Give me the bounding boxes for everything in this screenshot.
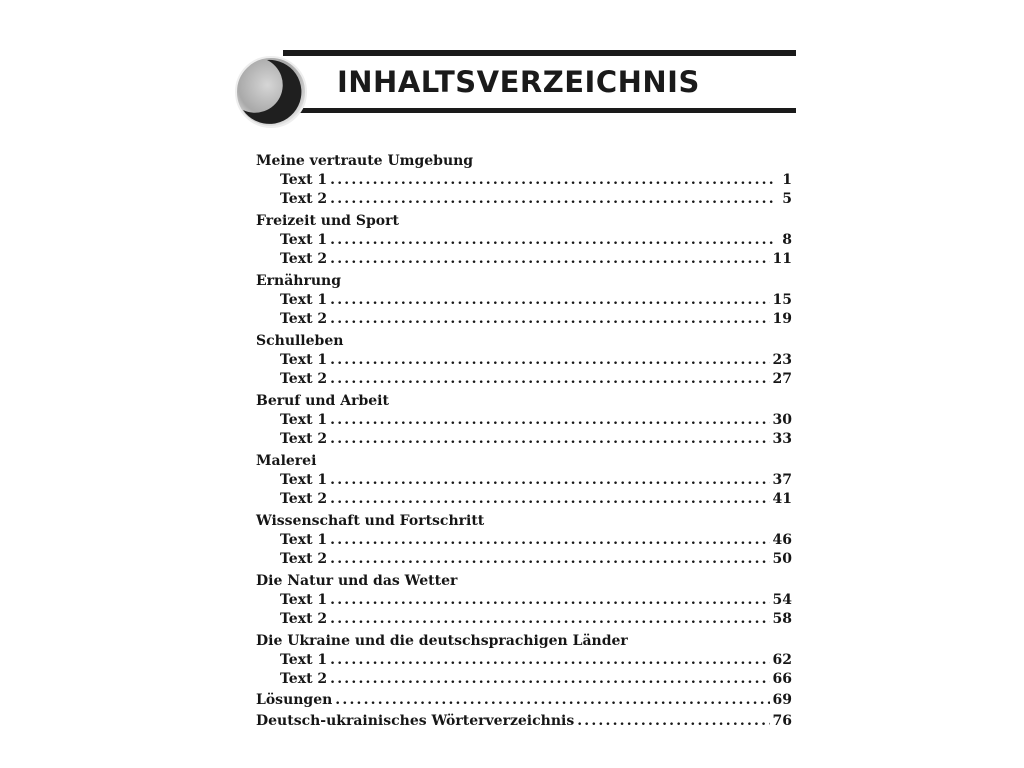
- entry-label: Text 2: [280, 371, 328, 387]
- page-number: 15: [772, 292, 792, 308]
- toc-entry: [256, 670, 792, 689]
- page-number: 50: [772, 551, 792, 567]
- dot-leader: [330, 651, 769, 670]
- entry-label: Text 2: [280, 551, 328, 567]
- page-number: 27: [772, 371, 792, 387]
- entry-label: Text 2: [280, 611, 328, 627]
- page-number: 46: [772, 532, 792, 548]
- dot-leader: [330, 591, 769, 610]
- page-number: 76: [772, 713, 792, 729]
- dot-leader: [330, 531, 769, 550]
- toc-entry: [256, 231, 792, 250]
- dot-leader: [330, 190, 775, 209]
- toc-entry: [256, 550, 792, 569]
- page-number: 62: [772, 652, 792, 668]
- toc-top-entry: [256, 691, 792, 710]
- page-number: 11: [772, 251, 792, 267]
- toc-entry: [256, 430, 792, 449]
- section-title: Die Ukraine und die deutschsprachigen Länder: [256, 633, 628, 649]
- entry-label: Text 1: [280, 412, 328, 428]
- dot-leader: [330, 670, 769, 689]
- toc-entry: [256, 351, 792, 370]
- page-number: 5: [782, 191, 792, 207]
- page-number: 69: [772, 692, 792, 708]
- dot-leader: [330, 250, 769, 269]
- section-title: Malerei: [256, 453, 317, 469]
- toc-entry: [256, 490, 792, 509]
- toc-entry: [256, 291, 792, 310]
- dot-leader: [577, 712, 769, 731]
- toc-header: [233, 50, 796, 130]
- page-number: 23: [772, 352, 792, 368]
- dot-leader: [330, 291, 769, 310]
- entry-label: Text 2: [280, 251, 328, 267]
- entry-label: Text 2: [280, 191, 328, 207]
- entry-label: Text 1: [280, 472, 328, 488]
- section-title: Beruf und Arbeit: [256, 393, 389, 409]
- page-number: 1: [782, 172, 792, 188]
- toc-entry: [256, 531, 792, 550]
- dot-leader: [335, 691, 769, 710]
- toc-top-entry: [256, 712, 792, 731]
- entry-label: Text 1: [280, 232, 328, 248]
- section-title: Wissenschaft und Fortschritt: [256, 513, 485, 529]
- crescent-emblem-icon: [233, 52, 315, 132]
- dot-leader: [330, 610, 769, 629]
- toc-entry: [256, 190, 792, 209]
- section-title: Freizeit und Sport: [256, 213, 399, 229]
- toc-entry: [256, 250, 792, 269]
- dot-leader: [330, 411, 769, 430]
- page-number: 58: [772, 611, 792, 627]
- dot-leader: [330, 231, 775, 250]
- dot-leader: [330, 550, 769, 569]
- section-title: Meine vertraute Umgebung: [256, 153, 474, 169]
- section-title: Ernährung: [256, 273, 341, 289]
- toc-entry: [256, 310, 792, 329]
- entry-label: Text 1: [280, 652, 328, 668]
- toc-entry: [256, 471, 792, 490]
- dot-leader: [330, 471, 769, 490]
- entry-label: Text 2: [280, 671, 328, 687]
- section-title: Die Natur und das Wetter: [256, 573, 458, 589]
- page-number: 8: [782, 232, 792, 248]
- entry-label: Text 2: [280, 431, 328, 447]
- section-title: Schulleben: [256, 333, 344, 349]
- page-number: 66: [772, 671, 792, 687]
- entry-label: Text 2: [280, 491, 328, 507]
- table-of-contents: [256, 151, 792, 731]
- toc-entry: [256, 651, 792, 670]
- page-number: 41: [772, 491, 792, 507]
- header-top-rule: [283, 50, 796, 56]
- dot-leader: [330, 430, 769, 449]
- page-number: 19: [772, 311, 792, 327]
- toc-entry: [256, 591, 792, 610]
- entry-label: Text 1: [280, 352, 328, 368]
- toc-entry: [256, 171, 792, 190]
- toc-entry: [256, 610, 792, 629]
- page-number: 37: [772, 472, 792, 488]
- entry-label: Deutsch-ukrainisches Wörterverzeichnis: [256, 713, 575, 729]
- entry-label: Text 1: [280, 592, 328, 608]
- entry-label: Text 1: [280, 172, 328, 188]
- toc-entry: [256, 370, 792, 389]
- header-bottom-rule: [283, 108, 796, 113]
- page-number: 30: [772, 412, 792, 428]
- dot-leader: [330, 490, 769, 509]
- dot-leader: [330, 351, 769, 370]
- entry-label: Text 1: [280, 532, 328, 548]
- entry-label: Text 1: [280, 292, 328, 308]
- entry-label: Text 2: [280, 311, 328, 327]
- page-number: 33: [772, 431, 792, 447]
- entry-label: Lösungen: [256, 692, 333, 708]
- page-number: 54: [772, 592, 792, 608]
- dot-leader: [330, 370, 769, 389]
- toc-entry: [256, 411, 792, 430]
- page-title: INHALTSVERZEICHNIS: [337, 65, 700, 99]
- dot-leader: [330, 171, 775, 190]
- dot-leader: [330, 310, 769, 329]
